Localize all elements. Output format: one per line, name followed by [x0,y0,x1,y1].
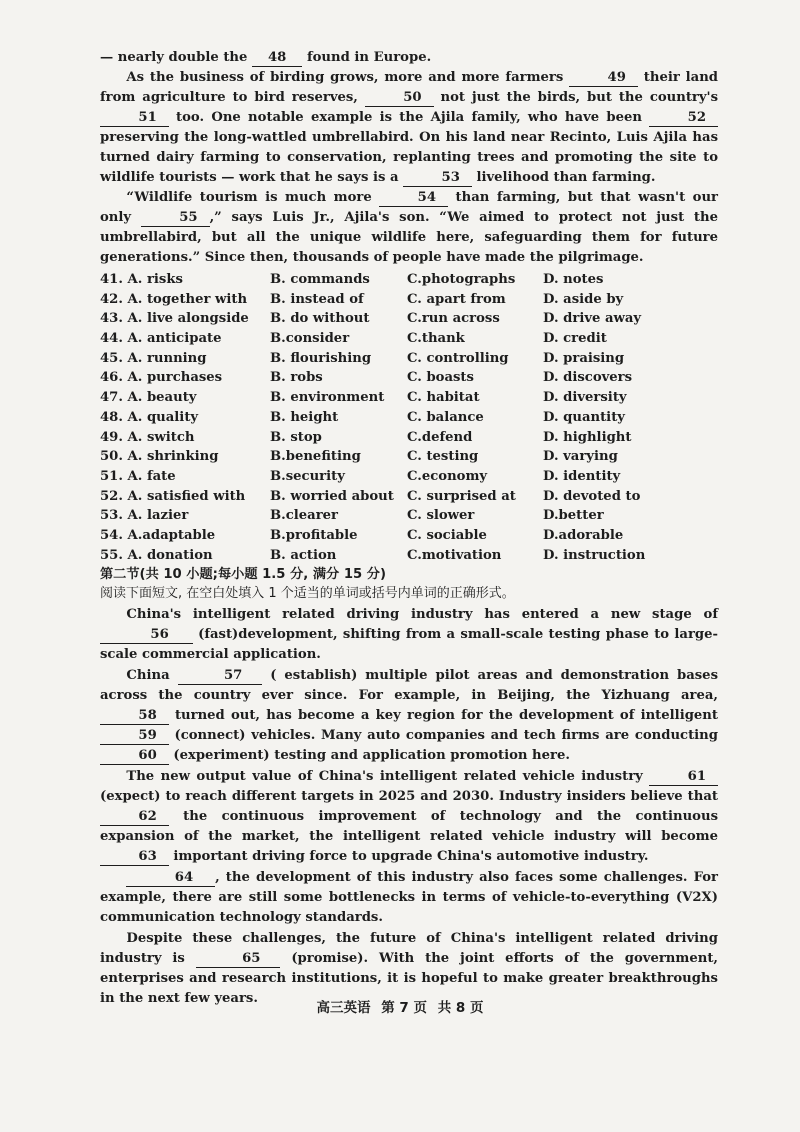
blank-50: 50 [365,90,434,107]
blank-49: 49 [569,70,638,87]
passage-paragraph-2 [100,68,718,188]
option-a: 42. A. together with [100,291,248,307]
option-row [100,329,718,349]
text: ,” says Luis Jr., Ajila's son. “We aimed to protect not just the umbrellabird, but all the unique wildlife here, safeguarding them for future generations.” Since then, thousands of people have made the pilgrimage. [100,210,718,265]
option-d: D. drive away [543,311,642,327]
option-d: D. instruction [543,547,646,563]
blank-57: 57 [178,668,263,685]
option-c: C.thank [407,331,465,347]
option-a: 49. A. switch [100,429,195,445]
option-a: 41. A. risks [100,272,183,287]
text: important driving force to upgrade China's automotive industry. [168,849,649,865]
option-row [100,368,718,388]
option-row [100,487,718,507]
blank-52: 52 [649,110,718,127]
option-a: 47. A. beauty [100,390,197,406]
option-row [100,349,718,369]
option-a: 53. A. lazier [100,508,189,524]
option-b: B.consider [270,331,350,347]
option-b: B.benefiting [270,449,361,465]
text: ( establish) multiple pilot areas and demonstration bases across the country ever since. For example, in Beijing, the Yizhuang area, [100,668,719,704]
option-c: C. surprised at [407,488,516,504]
option-a: 52. A. satisfied with [100,488,246,504]
option-c: C. habitat [407,390,480,406]
text: (experiment) testing and application promotion here. [168,748,570,764]
text: China [126,668,178,684]
option-b: B. robs [270,370,323,386]
option-d: D. identity [543,468,621,484]
option-row [100,408,718,428]
text: (expect) to reach different targets in 2025 and 2030. Industry insiders believe that [100,789,718,805]
option-d: D. varying [543,449,618,465]
option-b: B.security [270,468,345,484]
option-row [100,388,718,408]
option-a: 44. A. anticipate [100,331,222,347]
option-a: 46. A. purchases [100,370,223,386]
option-d: D. aside by [543,291,624,307]
option-d: D. credit [543,331,607,347]
blank-54: 54 [379,190,448,207]
passage2-paragraph-3 [100,767,718,867]
text: the continuous improvement of technology and the continuous expansion of the market, the intelligent related vehicle industry will become [100,809,718,845]
option-a: 48. A. quality [100,409,199,425]
text: their land from agriculture to bird reserves, [100,70,719,105]
text: — nearly double the [100,50,252,65]
text: than farming, but that wasn't our only [100,190,718,225]
option-d: D. quantity [543,409,625,425]
blank-65: 65 [196,951,281,968]
footer-total: 共 8 页 [437,1000,484,1016]
exam-page [100,48,718,1009]
text: preserving the long-wattled umbrellabird. On his land near Recinto, Luis Ajila has turned dairy farming to conservation, replanting trees and promoting the site to wildlife tourists — work that he says is a [100,130,718,185]
blank-62: 62 [100,809,169,826]
option-d: D. diversity [543,390,627,406]
section-instruction: 阅读下面短文, 在空白处填入 1 个适当的单词或括号内单词的正确形式。 [100,586,515,602]
passage2-paragraph-1 [100,605,718,665]
text: As the business of birding grows, more and more farmers [126,70,570,85]
option-d: D. devoted to [543,488,641,504]
option-row [100,428,718,448]
option-b: B. stop [270,429,322,445]
text: turned out, has become a key region for the development of intelligent [168,708,718,724]
option-row [100,526,718,546]
option-d: D. highlight [543,429,632,445]
option-row [100,447,718,467]
option-b: B. action [270,547,337,563]
text: found in Europe. [302,50,432,65]
text: too. One notable example is the Ajila family, who have been [168,110,650,125]
option-row [100,467,718,487]
blank-64: 64 [126,870,215,887]
option-b: B. instead of [270,291,364,307]
text: (fast)development, shifting from a small-scale testing phase to large-scale commercial application. [100,627,718,663]
option-c: C. controlling [407,350,509,366]
blank-51: 51 [100,110,169,127]
option-c: C.motivation [407,547,502,563]
option-c: C. sociable [407,527,487,543]
option-b: B.profitable [270,527,358,543]
option-a: 45. A. running [100,350,207,366]
text: “Wildlife tourism is much more [126,190,380,205]
option-c: C.run across [407,311,500,327]
option-a: 50. A. shrinking [100,449,219,465]
option-d: D. notes [543,272,604,287]
blank-48: 48 [252,50,302,67]
blank-59: 59 [100,728,169,745]
section-heading: 第二节(共 10 小题;每小题 1.5 分, 满分 15 分) [100,567,386,583]
blank-63: 63 [100,849,169,866]
footer-page: 第 7 页 [381,1000,427,1016]
blank-58: 58 [100,708,169,725]
option-row [100,506,718,526]
option-b: B. flourishing [270,350,372,366]
option-d: D.better [543,508,604,524]
option-row [100,270,718,290]
option-c: C. slower [407,508,475,524]
option-table [100,270,718,565]
page-footer [0,996,800,1016]
passage2-paragraph-4 [100,868,718,928]
option-row [100,546,718,566]
option-d: D. praising [543,350,625,366]
blank-56: 56 [100,627,193,644]
text: (promise). With the joint efforts of the government, enterprises and research institutions, it is hopeful to make greater breakthroughs in the next few years. [100,951,718,1007]
passage2-paragraph-2 [100,666,718,766]
option-c: C. balance [407,409,484,425]
option-d: D. discovers [543,370,633,386]
option-c: C. testing [407,449,479,465]
option-a: 55. A. donation [100,547,213,563]
option-row [100,290,718,310]
blank-61: 61 [649,769,718,786]
passage-line-48 [100,48,718,68]
option-a: 43. A. live alongside [100,311,249,327]
option-a: 51. A. fate [100,468,176,484]
text: (connect) vehicles. Many auto companies and tech firms are conducting [168,728,718,744]
option-c: C.photographs [407,272,516,287]
option-a: 54. A.adaptable [100,527,216,543]
text: The new output value of China's intelligent related vehicle industry [126,769,650,785]
text: Despite these challenges, the future of China's intelligent related driving industry is [100,931,718,967]
option-b: B. environment [270,390,385,406]
option-b: B. height [270,409,339,425]
text: not just the birds, but the country's [433,90,718,105]
option-c: C. apart from [407,291,506,307]
footer-subject: 高三英语 [316,1000,371,1016]
option-c: C. boasts [407,370,474,386]
option-d: D.adorable [543,527,624,543]
blank-60: 60 [100,748,169,765]
option-b: B.clearer [270,508,338,524]
text: China's intelligent related driving industry has entered a new stage of [126,607,718,623]
blank-55: 55 [141,210,210,227]
option-b: B. do without [270,311,370,327]
passage-paragraph-3 [100,188,718,268]
option-c: C.defend [407,429,473,445]
option-b: B. commands [270,272,370,287]
text: livelihood than farming. [471,170,656,185]
option-c: C.economy [407,468,488,484]
blank-53: 53 [403,170,472,187]
option-b: B. worried about [270,488,394,504]
text: , the development of this industry also faces some challenges. For example, there are still some bottlenecks in terms of vehicle-to-everything (V2X) communication technology standards. [100,870,718,926]
option-row [100,309,718,329]
